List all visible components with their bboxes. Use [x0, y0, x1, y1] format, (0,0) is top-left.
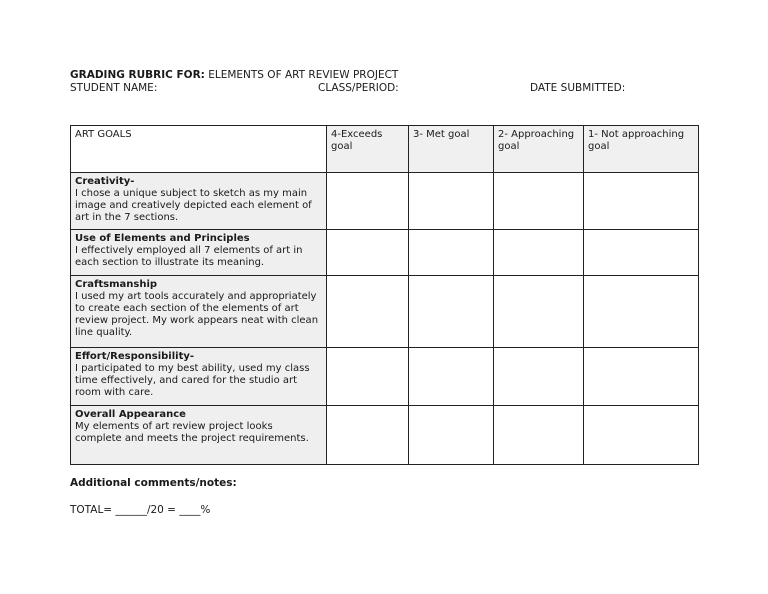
goal-title: Overall Appearance	[75, 409, 186, 420]
table-header-row	[71, 126, 699, 173]
goal-title: Craftsmanship	[75, 279, 158, 290]
score-cell-exceeds[interactable]	[327, 276, 409, 348]
goal-title: Effort/Responsibility-	[75, 351, 195, 362]
score-cell-approaching[interactable]	[494, 230, 584, 276]
score-cell-approaching[interactable]	[494, 348, 584, 406]
additional-comments-label: Additional comments/notes:	[70, 477, 237, 489]
goal-description: I effectively employed all 7 elements of art in each section to illustrate its meaning.	[75, 245, 303, 268]
score-cell-not-approaching[interactable]	[584, 173, 699, 230]
score-cell-met[interactable]	[409, 230, 494, 276]
score-cell-exceeds[interactable]	[327, 348, 409, 406]
score-cell-met[interactable]	[409, 348, 494, 406]
goal-description: My elements of art review project looks complete and meets the project requirements.	[75, 421, 309, 444]
table-row	[71, 348, 699, 406]
student-info-line	[70, 82, 710, 95]
score-cell-exceeds[interactable]	[327, 406, 409, 465]
score-cell-approaching[interactable]	[494, 276, 584, 348]
score-cell-not-approaching[interactable]	[584, 348, 699, 406]
goal-cell-effort-responsibility	[71, 348, 327, 406]
table-row	[71, 173, 699, 230]
score-cell-met[interactable]	[409, 173, 494, 230]
goal-cell-elements-principles	[71, 230, 327, 276]
score-cell-met[interactable]	[409, 406, 494, 465]
score-cell-exceeds[interactable]	[327, 230, 409, 276]
goal-cell-craftsmanship	[71, 276, 327, 348]
column-header-met: 3- Met goal	[409, 126, 494, 173]
score-cell-not-approaching[interactable]	[584, 276, 699, 348]
goal-title: Use of Elements and Principles	[75, 233, 250, 244]
goal-description: I chose a unique subject to sketch as my main image and creatively depicted each element of art in the 7 sections.	[75, 188, 312, 223]
rubric-title-line	[70, 69, 398, 82]
table-row	[71, 230, 699, 276]
total-score-line: TOTAL= ______/20 = ____%	[70, 504, 211, 516]
score-cell-approaching[interactable]	[494, 406, 584, 465]
goal-cell-overall-appearance	[71, 406, 327, 465]
class-period-label: CLASS/PERIOD:	[318, 82, 399, 94]
goal-description: I participated to my best ability, used my class time effectively, and cared for the studio art room with care.	[75, 363, 310, 398]
project-title: ELEMENTS OF ART REVIEW PROJECT	[208, 69, 399, 81]
score-cell-not-approaching[interactable]	[584, 406, 699, 465]
goal-title: Creativity-	[75, 176, 135, 187]
column-header-exceeds: 4-Exceeds goal	[327, 126, 409, 173]
table-row	[71, 276, 699, 348]
column-header-approaching: 2- Approaching goal	[494, 126, 584, 173]
score-cell-exceeds[interactable]	[327, 173, 409, 230]
score-cell-met[interactable]	[409, 276, 494, 348]
grading-rubric-table	[70, 125, 699, 465]
column-header-art-goals: ART GOALS	[71, 126, 327, 173]
student-name-label: STUDENT NAME:	[70, 82, 158, 94]
goal-description: I used my art tools accurately and appropriately to create each section of the elements of art review project. My work appears neat with clean line quality.	[75, 291, 319, 338]
date-submitted-label: DATE SUBMITTED:	[530, 82, 626, 94]
score-cell-approaching[interactable]	[494, 173, 584, 230]
goal-cell-creativity	[71, 173, 327, 230]
rubric-for-label: GRADING RUBRIC FOR:	[70, 69, 205, 81]
column-header-not-approaching: 1- Not approaching goal	[584, 126, 699, 173]
table-row	[71, 406, 699, 465]
score-cell-not-approaching[interactable]	[584, 230, 699, 276]
